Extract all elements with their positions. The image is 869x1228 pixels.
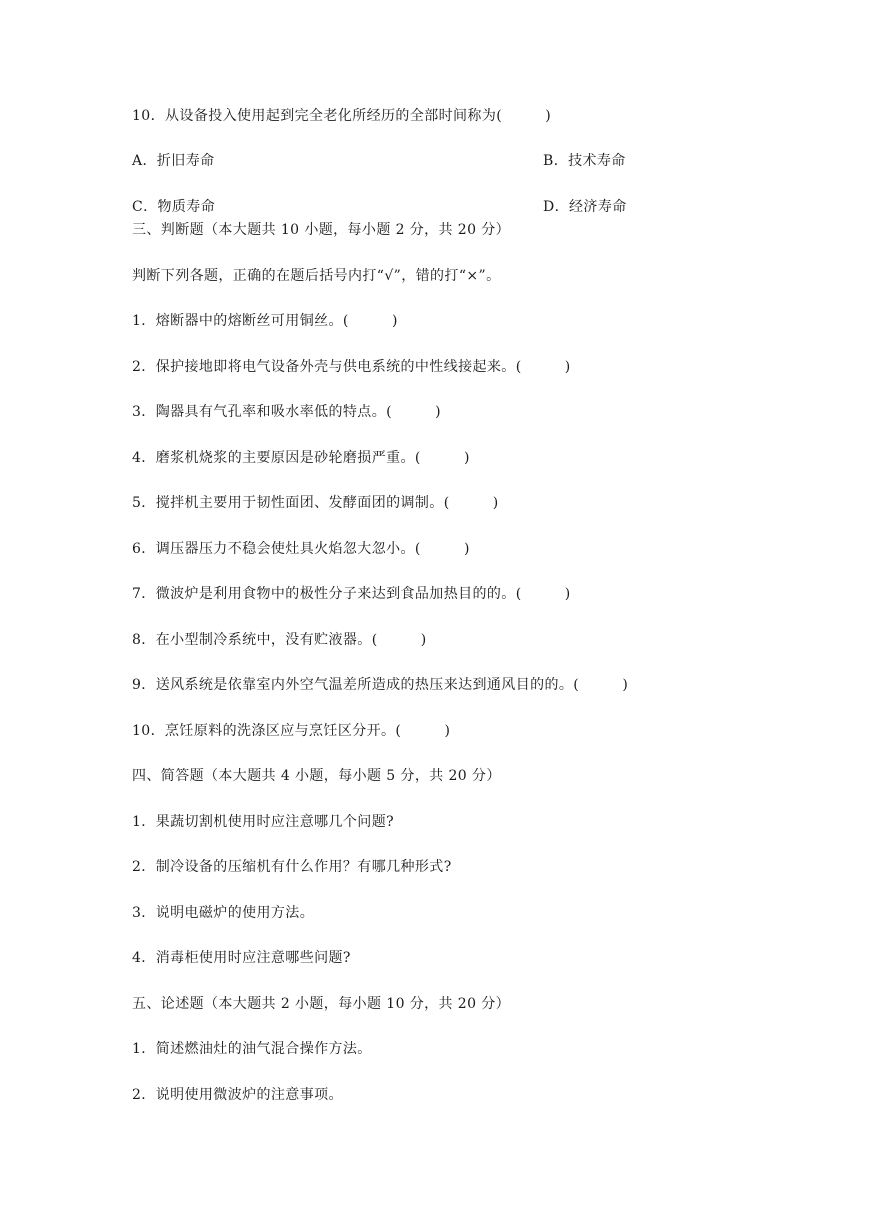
short-answer-item-4: 4．消毒柜使用时应注意哪些问题? bbox=[132, 950, 351, 966]
question-10-option-d: D．经济寿命 bbox=[543, 199, 627, 215]
question-10-option-c: C．物质寿命 bbox=[132, 199, 216, 215]
judgement-item-4: 4．磨浆机烧浆的主要原因是砂轮磨损严重。( ) bbox=[132, 450, 470, 466]
question-10-option-a: A．折旧寿命 bbox=[132, 153, 215, 169]
question-10-stem: 10．从设备投入使用起到完全老化所经历的全部时间称为( ) bbox=[132, 108, 552, 124]
section-4-heading: 四、简答题（本大题共 4 小题，每小题 5 分，共 20 分） bbox=[132, 768, 501, 784]
judgement-item-8: 8．在小型制冷系统中，没有贮液器。( ) bbox=[132, 632, 427, 648]
essay-item-2: 2．说明使用微波炉的注意事项。 bbox=[132, 1087, 343, 1103]
judgement-item-9: 9．送风系统是依靠室内外空气温差所造成的热压来达到通风目的的。( ) bbox=[132, 677, 629, 693]
question-10-option-b: B．技术寿命 bbox=[543, 153, 626, 169]
judgement-item-1: 1．熔断器中的熔断丝可用铜丝。( ) bbox=[132, 313, 398, 329]
section-3-instruction: 判断下列各题，正确的在题后括号内打“√”，错的打“×”。 bbox=[132, 268, 501, 284]
judgement-item-3: 3．陶器具有气孔率和吸水率低的特点。( ) bbox=[132, 404, 442, 420]
judgement-item-2: 2．保护接地即将电气设备外壳与供电系统的中性线接起来。( ) bbox=[132, 359, 571, 375]
judgement-item-7: 7．微波炉是利用食物中的极性分子来达到食品加热目的的。( ) bbox=[132, 586, 571, 602]
judgement-item-6: 6．调压器压力不稳会使灶具火焰忽大忽小。( ) bbox=[132, 541, 470, 557]
judgement-item-5: 5．搅拌机主要用于韧性面团、发酵面团的调制。( ) bbox=[132, 495, 499, 511]
short-answer-item-1: 1．果蔬切割机使用时应注意哪几个问题? bbox=[132, 814, 395, 830]
essay-item-1: 1．简述燃油灶的油气混合操作方法。 bbox=[132, 1041, 372, 1057]
short-answer-item-2: 2．制冷设备的压缩机有什么作用？有哪几种形式? bbox=[132, 859, 452, 875]
judgement-item-10: 10．烹饪原料的洗涤区应与烹饪区分开。( ) bbox=[132, 723, 451, 739]
section-3-heading: 三、判断题（本大题共 10 小题，每小题 2 分，共 20 分） bbox=[132, 222, 511, 238]
short-answer-item-3: 3．说明电磁炉的使用方法。 bbox=[132, 905, 315, 921]
section-5-heading: 五、论述题（本大题共 2 小题，每小题 10 分，共 20 分） bbox=[132, 996, 511, 1012]
